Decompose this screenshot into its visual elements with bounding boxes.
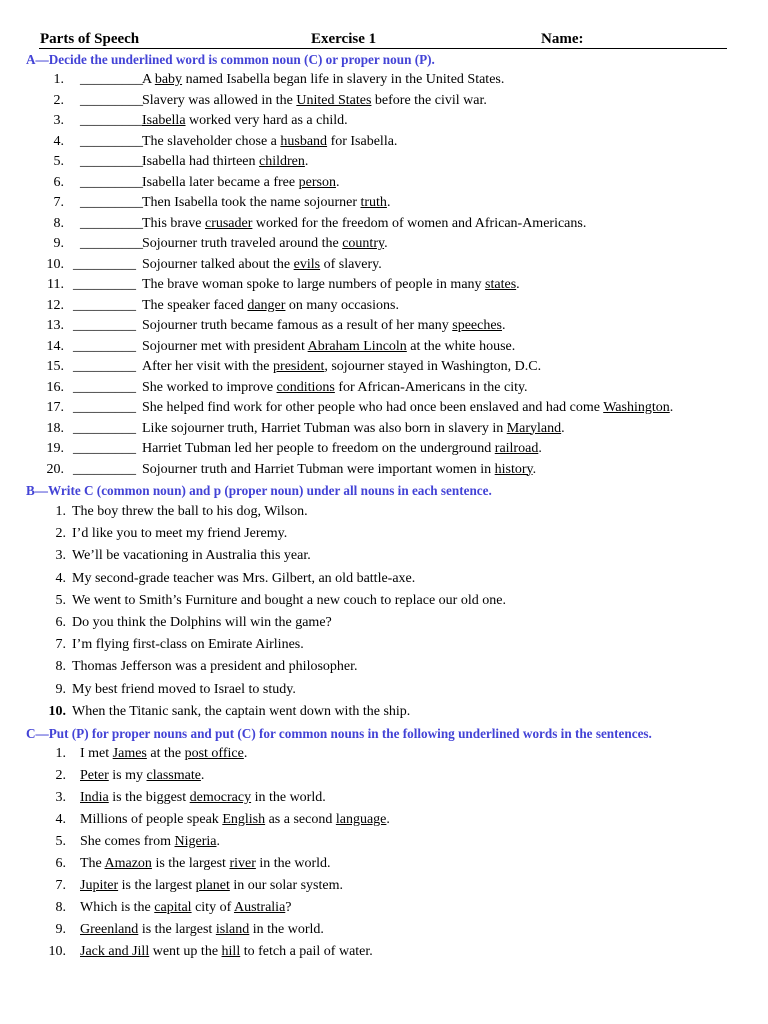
sentence-text: Isabella had thirteen [142,154,260,169]
sentence-text: Slavery was allowed in the [142,92,297,108]
item-number: 3. [53,113,64,128]
sentence-text: . [384,236,388,251]
item-number: 7. [55,637,66,653]
answer-line[interactable]: _________ [80,215,143,231]
sentence-text: as a second [265,812,336,827]
answer-line[interactable]: _________ [80,72,143,87]
answer-line[interactable]: _________ [80,236,143,251]
sentence [142,194,390,212]
sentence [80,877,343,895]
sentence-text: at the white house. [406,338,516,354]
answer-line[interactable]: _________ [73,359,136,374]
sentence-text: worked for the freedom of women and African-Americans. [252,215,587,231]
underlined-word: Jupiter [80,878,119,893]
sentence-text: city of [191,900,234,915]
underlined-word: English [222,812,266,827]
sentence: The boy threw the ball to his dog, Wilson. [72,504,308,519]
sentence [80,811,390,829]
sentence: My best friend moved to Israel to study. [72,681,296,697]
sentence [80,767,204,785]
sentence-text: in our solar system. [229,878,343,893]
sentence-text: ? [285,900,292,915]
sentence-text: went up the [149,944,222,959]
sentence-text: in the world. [251,790,326,805]
answer-line[interactable]: _________ [73,400,136,415]
section-c-instruction: C—Put (P) for proper nouns and put (C) for common nouns in the following underlined words in the sentences. [26,726,652,741]
section-a-instruction: A—Decide the underlined word is common noun (C) or proper noun (P). [26,52,435,67]
sentence-text: . [538,441,542,456]
sentence: We’ll be vacationing in Australia this year. [72,548,311,564]
sentence-text: on many occasions. [285,297,399,313]
sentence-text: Sojourner truth and Harriet Tubman were important women in [142,461,495,477]
sentence-text: to fetch a pail of water. [240,944,373,959]
underlined-word: classmate [146,768,201,783]
sentence [142,317,506,335]
underlined-word: baby [154,72,183,87]
sentence [80,855,331,873]
sentence-text: Then Isabella took the name sojourner [142,195,361,210]
sentence-text: I met [80,746,113,761]
sentence-text: Harriet Tubman led her people to freedom on the underground [142,441,495,456]
sentence-text: for African-Americans in the city. [334,379,528,395]
item-number: 15. [46,359,64,374]
sentence-text: for Isabella. [327,133,398,149]
item-number: 19. [46,441,64,456]
sentence [142,235,388,253]
sentence-text: She worked to improve [142,379,277,395]
item-number: 7. [55,878,66,893]
underlined-word: Maryland [506,420,562,436]
answer-line[interactable]: _________ [73,318,136,333]
underlined-word: Jack and Jill [80,944,150,959]
sentence [142,338,515,356]
sentence [142,420,565,438]
sentence [80,921,324,939]
sentence [142,440,542,458]
sentence-text: . [216,834,220,849]
sentence-text: Millions of people speak [80,812,223,827]
sentence [142,174,339,192]
item-number: 12. [46,297,64,313]
answer-line[interactable]: _________ [80,113,143,128]
item-number: 5. [53,154,64,169]
sentence-text: is my [108,768,147,783]
sentence [142,71,504,89]
sentence-text: worked very hard as a child. [185,113,348,128]
sentence-text: The speaker faced [142,297,248,313]
item-number: 7. [53,195,64,210]
underlined-word: United States [296,92,372,108]
answer-line[interactable]: _________ [80,174,143,190]
item-number: 8. [55,900,66,915]
sentence: I’d like you to meet my friend Jeremy. [72,526,288,542]
sentence [142,133,397,151]
underlined-word: island [215,922,250,937]
sentence [142,153,308,171]
sentence [142,92,487,110]
sentence-text: Sojourner truth traveled around the [142,236,343,251]
sentence-text: of slavery. [320,256,382,272]
sentence [80,745,247,763]
sentence-text: Isabella later became a free [142,174,299,190]
answer-line[interactable]: _________ [80,154,143,169]
item-number: 4. [55,570,66,586]
sentence-text: in the world. [255,856,331,871]
sentence-text: . [335,174,340,190]
underlined-word: states [485,277,517,292]
item-number: 17. [46,400,64,415]
sentence-text: is the biggest [108,790,190,805]
sentence [142,215,586,233]
item-number: 6. [55,856,66,871]
worksheet-title: Parts of Speech [40,31,140,47]
underlined-word: James [112,746,147,761]
underlined-word: India [80,790,109,805]
answer-line[interactable]: _________ [80,133,143,149]
underlined-word: Nigeria [174,834,217,849]
sentence-text: Sojourner truth became famous as a result of her many [142,318,453,333]
item-number: 3. [55,790,66,805]
underlined-word: Washington [603,400,670,415]
underlined-word: planet [195,878,230,893]
sentence-text: Sojourner talked about the [142,256,294,272]
answer-line[interactable]: _________ [73,256,136,272]
underlined-word: Australia [233,900,286,915]
sentence-text: Which is the [80,900,155,915]
sentence [142,297,399,315]
sentence [142,358,541,376]
underlined-word: democracy [189,790,252,805]
item-number: 10. [48,944,66,959]
item-number: 9. [55,922,66,937]
underlined-word: person [298,174,336,190]
underlined-word: evils [293,256,321,272]
sentence: Thomas Jefferson was a president and philosopher. [72,659,358,675]
item-number: 20. [46,461,64,477]
underlined-word: history [494,461,533,477]
item-number: 11. [47,277,64,292]
sentence-text: . [243,746,248,761]
sentence-text: The slaveholder chose a [142,133,281,149]
item-number: 3. [55,548,66,564]
sentence-text: . [386,812,390,827]
sentence [80,789,326,807]
underlined-word: conditions [276,379,335,395]
item-number: 2. [53,92,64,108]
item-number: 9. [53,236,64,251]
sentence-text: . [502,318,506,333]
answer-line[interactable]: _________ [73,420,136,436]
underlined-word: Amazon [104,856,152,871]
item-number: 9. [55,681,66,697]
sentence-text: She helped find work for other people who had once been enslaved and had come [142,400,604,415]
item-number: 13. [46,318,64,333]
answer-line[interactable]: _________ [73,297,136,313]
sentence-text: A [142,72,155,87]
name-label: Name: [541,31,584,47]
item-number: 1. [55,746,66,761]
item-number: 1. [53,72,64,87]
sentence-text: . [304,154,309,169]
underlined-word: Abraham Lincoln [307,338,407,354]
sentence-text: Like sojourner truth, Harriet Tubman was also born in slavery in [142,420,507,436]
answer-line[interactable]: _________ [73,338,136,354]
underlined-word: husband [280,133,328,149]
sentence-text: This brave [142,215,205,231]
sentence [80,833,220,851]
sentence-text: . [386,195,391,210]
item-number: 5. [55,592,66,608]
underlined-word: Isabella [142,113,186,128]
sentence-text: . [200,768,205,783]
sentence: I’m flying first-class on Emirate Airlines. [72,637,304,653]
underlined-word: danger [247,297,286,313]
item-number: 2. [55,526,66,542]
sentence: My second-grade teacher was Mrs. Gilbert, an old battle-axe. [72,570,416,586]
sentence [80,943,373,961]
sentence-text: After her visit with the [142,359,274,374]
sentence [142,399,673,417]
item-number: 18. [46,420,64,436]
underlined-word: capital [154,900,192,915]
underlined-word: children [259,154,305,169]
sentence-text: before the civil war. [371,92,487,108]
underlined-word: post office [184,746,244,761]
sentence-text: . [532,461,537,477]
item-number: 14. [46,338,64,354]
answer-line[interactable]: _________ [73,277,136,292]
sentence-text: . [561,420,565,436]
sentence-text: The [80,856,105,871]
sentence: Do you think the Dolphins will win the game? [72,615,332,630]
worksheet-header [39,30,727,49]
sentence: We went to Smith’s Furniture and bought a new couch to replace our old one. [72,592,506,608]
answer-line[interactable]: _________ [73,379,136,395]
item-number: 16. [46,379,64,395]
underlined-word: railroad [494,441,539,456]
underlined-word: speeches [452,318,503,333]
item-number: 8. [53,215,64,231]
underlined-word: truth [360,195,387,210]
sentence [142,379,528,397]
item-number: 4. [55,812,66,827]
sentence-text: , sojourner stayed in Washington, D.C. [324,359,542,374]
sentence [80,899,292,917]
sentence-text: named Isabella began life in slavery in the United States. [182,72,505,87]
sentence-text: is the largest [138,922,216,937]
sentence [142,112,348,130]
sentence [142,256,382,274]
item-number: 10. [48,703,66,719]
sentence [142,276,520,294]
sentence-text: Sojourner met with president [142,338,308,354]
section-b-instruction: B—Write C (common noun) and p (proper noun) under all nouns in each sentence. [26,483,492,498]
answer-line[interactable]: _________ [73,441,136,456]
exercise-label: Exercise 1 [311,31,377,47]
underlined-word: Greenland [80,922,139,937]
underlined-word: country [342,236,385,251]
sentence-text: . [669,400,674,415]
sentence-text: is the largest [151,856,230,871]
sentence-text: in the world. [249,922,324,937]
item-number: 2. [55,768,66,783]
item-number: 10. [46,256,64,272]
underlined-word: language [335,812,387,827]
underlined-word: river [229,856,256,871]
item-number: 1. [55,504,66,519]
item-number: 4. [53,133,64,149]
sentence: When the Titanic sank, the captain went down with the ship. [72,703,411,719]
sentence-text: . [516,277,520,292]
underlined-word: hill [221,944,241,959]
underlined-word: president [273,359,325,374]
answer-line[interactable]: _________ [73,461,136,477]
sentence-text: at the [146,746,185,761]
sentence-text: She comes from [80,834,175,849]
sentence [142,461,536,479]
item-number: 8. [55,659,66,675]
underlined-word: crusader [204,215,253,231]
answer-line[interactable]: _________ [80,195,143,210]
item-number: 6. [53,174,64,190]
underlined-word: Peter [80,768,109,783]
item-number: 6. [55,615,66,630]
sentence-text: is the largest [118,878,196,893]
answer-line[interactable]: _________ [80,92,143,108]
item-number: 5. [55,834,66,849]
sentence-text: The brave woman spoke to large numbers of people in many [142,277,486,292]
